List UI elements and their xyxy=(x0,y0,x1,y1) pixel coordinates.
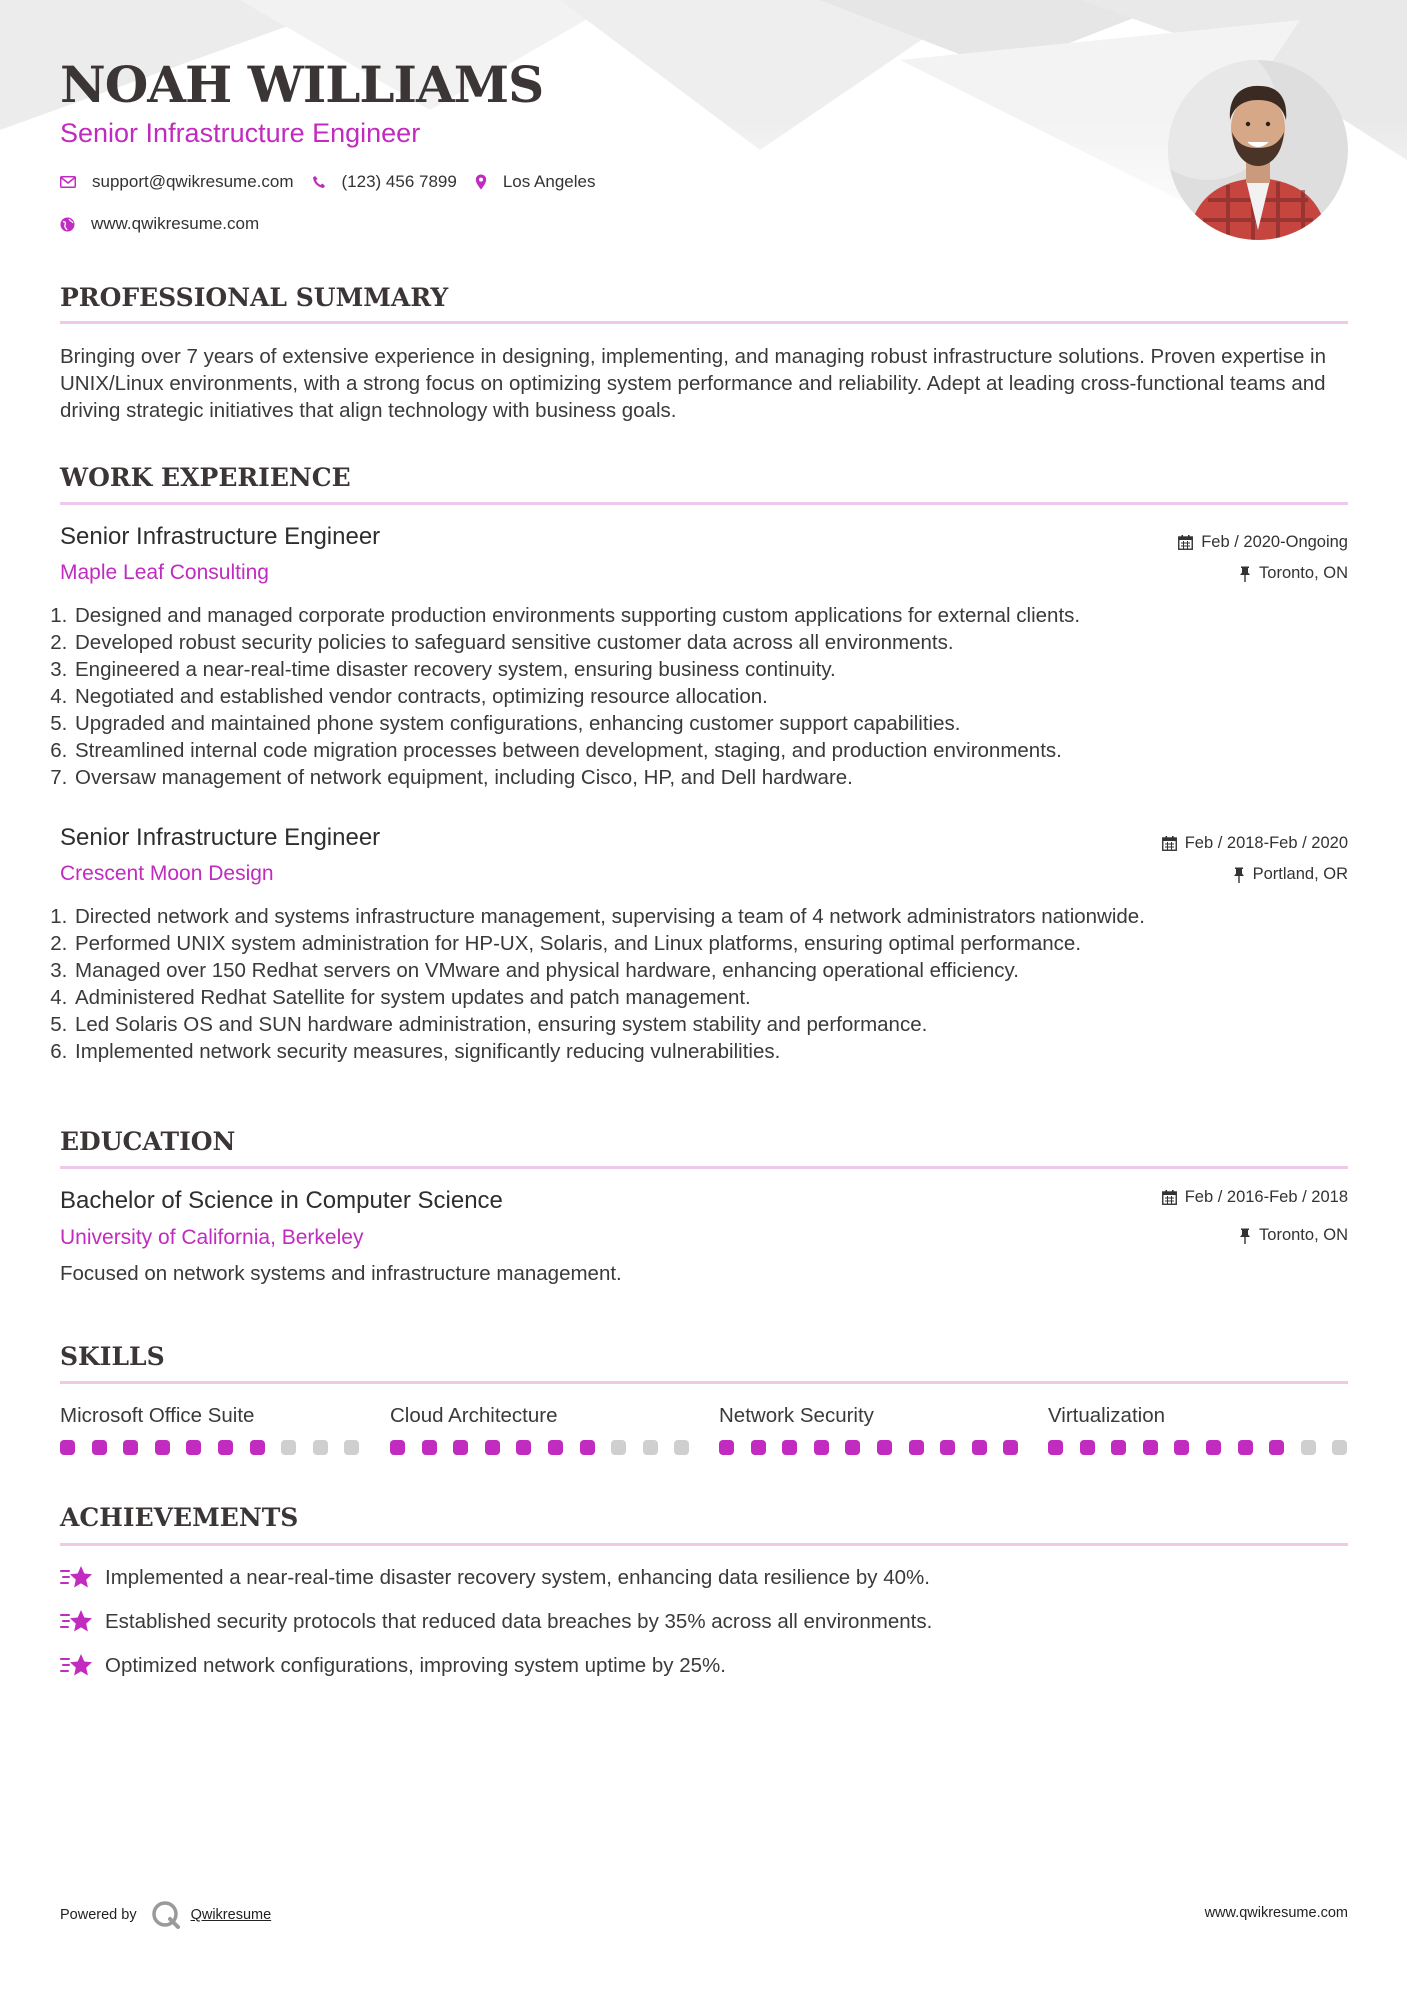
contact-row xyxy=(60,172,613,192)
section-divider xyxy=(60,321,1348,324)
achievement-text: Implemented a near-real-time disaster recovery system, enhancing data resilience by 40%. xyxy=(105,1566,930,1589)
job-dates-text: Feb / 2018-Feb / 2020 xyxy=(1184,834,1348,852)
skill-dot-filled xyxy=(782,1440,797,1455)
skill-dot-filled xyxy=(972,1440,987,1455)
education-dates xyxy=(1162,1188,1348,1207)
skill-dot-filled xyxy=(909,1440,924,1455)
skill-dot-empty xyxy=(643,1440,658,1455)
job-bullets xyxy=(54,602,1373,791)
education-dates-text: Feb / 2016-Feb / 2018 xyxy=(1184,1188,1348,1206)
profile-photo xyxy=(1168,60,1348,240)
skill-dot-filled xyxy=(453,1440,468,1455)
job-title: Senior Infrastructure Engineer xyxy=(60,523,381,550)
calendar-icon xyxy=(1178,535,1193,550)
list-item: 6. Streamlined internal code migration processes between development, staging, and production environments. xyxy=(73,737,1373,764)
skill-dot-empty xyxy=(344,1440,359,1455)
star-icon xyxy=(60,1609,93,1635)
skill-item xyxy=(60,1404,360,1432)
footer-powered-by xyxy=(60,1900,271,1930)
skill-dot-filled xyxy=(751,1440,766,1455)
map-pin-icon xyxy=(475,174,487,190)
job-location xyxy=(1239,564,1348,583)
calendar-icon xyxy=(1162,836,1177,851)
section-divider xyxy=(60,1166,1348,1169)
job-title: Senior Infrastructure Engineer xyxy=(60,824,381,851)
skill-rating xyxy=(60,1440,360,1456)
skill-rating xyxy=(1048,1440,1348,1456)
list-item: 1. Directed network and systems infrastructure management, supervising a team of 4 network administrators nationwide. xyxy=(73,903,1373,930)
skill-rating xyxy=(390,1440,690,1456)
summary-heading: PROFESSIONAL SUMMARY xyxy=(60,283,449,312)
avatar xyxy=(1168,60,1348,240)
globe-icon xyxy=(60,217,75,232)
star-icon xyxy=(60,1565,93,1591)
skill-dot-filled xyxy=(940,1440,955,1455)
website-text: www.qwikresume.com xyxy=(91,214,260,233)
skill-dot-filled xyxy=(1048,1440,1063,1455)
pushpin-icon xyxy=(1239,1228,1251,1244)
education-location-text: Toronto, ON xyxy=(1259,1226,1348,1244)
education-heading: EDUCATION xyxy=(60,1127,236,1156)
contact-phone[interactable] xyxy=(312,172,457,192)
job-company: Crescent Moon Design xyxy=(60,862,274,885)
achievement-item xyxy=(60,1565,930,1591)
skill-dot-filled xyxy=(155,1440,170,1455)
contact-location xyxy=(475,172,596,192)
candidate-role: Senior Infrastructure Engineer xyxy=(60,118,421,148)
phone-icon xyxy=(312,175,326,189)
list-item: 3. Managed over 150 Redhat servers on VMware and physical hardware, enhancing operational efficiency. xyxy=(73,957,1373,984)
skill-dot-filled xyxy=(548,1440,563,1455)
achievement-item xyxy=(60,1653,726,1679)
job-location xyxy=(1233,865,1348,884)
skill-dot-filled xyxy=(1269,1440,1284,1455)
skill-dot-filled xyxy=(1206,1440,1221,1455)
skill-dot-empty xyxy=(674,1440,689,1455)
education-description: Focused on network systems and infrastructure management. xyxy=(60,1262,622,1285)
powered-by-label: Powered by xyxy=(60,1907,137,1923)
contact-website[interactable] xyxy=(60,214,259,234)
skill-dot-filled xyxy=(92,1440,107,1455)
skill-dot-empty xyxy=(281,1440,296,1455)
list-item: 4. Administered Redhat Satellite for system updates and patch management. xyxy=(73,984,1373,1011)
job-dates-text: Feb / 2020-Ongoing xyxy=(1201,533,1348,551)
skill-dot-filled xyxy=(1080,1440,1095,1455)
skills-list xyxy=(60,1404,1348,1464)
skill-dot-filled xyxy=(845,1440,860,1455)
skill-dot-filled xyxy=(877,1440,892,1455)
contact-row-website xyxy=(60,214,277,234)
list-item: 1. Designed and managed corporate production environments supporting custom applications for external clients. xyxy=(73,602,1373,629)
skill-rating xyxy=(719,1440,1019,1456)
experience-heading: WORK EXPERIENCE xyxy=(60,463,351,492)
skills-heading: SKILLS xyxy=(60,1342,165,1371)
list-item: 5. Upgraded and maintained phone system configurations, enhancing customer support capabilities. xyxy=(73,710,1373,737)
skill-dot-filled xyxy=(485,1440,500,1455)
skill-item xyxy=(719,1404,1019,1432)
summary-text: Bringing over 7 years of extensive experience in designing, implementing, and managing robust infrastructure solutions. Proven expertise in UNIX/Linux environments, with a strong focus on optimizing system performance and reliability. Adept at leading cross-functional teams and driving strategic initiatives that align technology with business goals. xyxy=(60,345,1327,422)
skill-dot-filled xyxy=(1174,1440,1189,1455)
achievement-text: Optimized network configurations, improving system uptime by 25%. xyxy=(105,1654,726,1677)
list-item: 5. Led Solaris OS and SUN hardware administration, ensuring system stability and performance. xyxy=(73,1011,1373,1038)
skill-dot-filled xyxy=(1143,1440,1158,1455)
achievement-item xyxy=(60,1609,932,1635)
phone-text: (123) 456 7899 xyxy=(341,172,457,191)
achievement-text: Established security protocols that reduced data breaches by 35% across all environments. xyxy=(105,1610,933,1633)
list-item: 6. Implemented network security measures, significantly reducing vulnerabilities. xyxy=(73,1038,1373,1065)
calendar-icon xyxy=(1162,1190,1177,1205)
degree-title: Bachelor of Science in Computer Science xyxy=(60,1187,503,1214)
job-location-text: Portland, OR xyxy=(1252,865,1348,883)
skill-dot-filled xyxy=(719,1440,734,1455)
list-item: 7. Oversaw management of network equipment, including Cisco, HP, and Dell hardware. xyxy=(73,764,1373,791)
achievements-heading: ACHIEVEMENTS xyxy=(60,1503,299,1532)
skill-dot-filled xyxy=(60,1440,75,1455)
skill-dot-filled xyxy=(390,1440,405,1455)
list-item: 3. Engineered a near-real-time disaster recovery system, ensuring business continuity. xyxy=(73,656,1373,683)
location-text: Los Angeles xyxy=(502,172,596,191)
skill-item xyxy=(390,1404,690,1432)
skill-dot-filled xyxy=(1238,1440,1253,1455)
skill-dot-empty xyxy=(1332,1440,1347,1455)
school-name: University of California, Berkeley xyxy=(60,1226,364,1249)
skill-dot-filled xyxy=(580,1440,595,1455)
skill-dot-filled xyxy=(1003,1440,1018,1455)
skill-dot-filled xyxy=(218,1440,233,1455)
skill-dot-filled xyxy=(123,1440,138,1455)
qwikresume-logo-icon xyxy=(151,1900,181,1930)
job-bullets xyxy=(54,903,1373,1065)
skill-dot-filled xyxy=(186,1440,201,1455)
section-divider xyxy=(60,1381,1348,1384)
skill-name: Microsoft Office Suite xyxy=(60,1404,255,1427)
skill-name: Virtualization xyxy=(1048,1404,1165,1427)
skill-dot-filled xyxy=(814,1440,829,1455)
list-item: 2. Developed robust security policies to safeguard sensitive customer data across all environments. xyxy=(73,629,1373,656)
email-text: support@qwikresume.com xyxy=(92,172,294,191)
list-item: 2. Performed UNIX system administration for HP-UX, Solaris, and Linux platforms, ensuring optimal performance. xyxy=(73,930,1373,957)
education-location xyxy=(1239,1226,1348,1245)
pushpin-icon xyxy=(1239,566,1251,582)
skill-dot-empty xyxy=(1301,1440,1316,1455)
section-divider xyxy=(60,502,1348,505)
list-item: 4. Negotiated and established vendor contracts, optimizing resource allocation. xyxy=(73,683,1373,710)
skill-dot-filled xyxy=(250,1440,265,1455)
skill-name: Network Security xyxy=(719,1404,874,1427)
job-dates xyxy=(1162,834,1348,853)
contact-email[interactable] xyxy=(60,172,294,192)
skill-dot-empty xyxy=(313,1440,328,1455)
skill-name: Cloud Architecture xyxy=(390,1404,558,1427)
envelope-icon xyxy=(60,176,76,188)
skill-dot-filled xyxy=(1111,1440,1126,1455)
job-company: Maple Leaf Consulting xyxy=(60,561,269,584)
skill-dot-empty xyxy=(611,1440,626,1455)
star-icon xyxy=(60,1653,93,1679)
job-location-text: Toronto, ON xyxy=(1259,564,1348,582)
job-dates xyxy=(1178,533,1348,552)
qwikresume-link[interactable]: Qwikresume xyxy=(190,1907,272,1923)
skill-dot-filled xyxy=(516,1440,531,1455)
skill-item xyxy=(1048,1404,1348,1432)
section-divider xyxy=(60,1543,1348,1546)
footer-url[interactable]: www.qwikresume.com xyxy=(1204,1905,1348,1921)
candidate-name: NOAH WILLIAMS xyxy=(60,55,544,114)
pushpin-icon xyxy=(1233,867,1245,883)
skill-dot-filled xyxy=(422,1440,437,1455)
